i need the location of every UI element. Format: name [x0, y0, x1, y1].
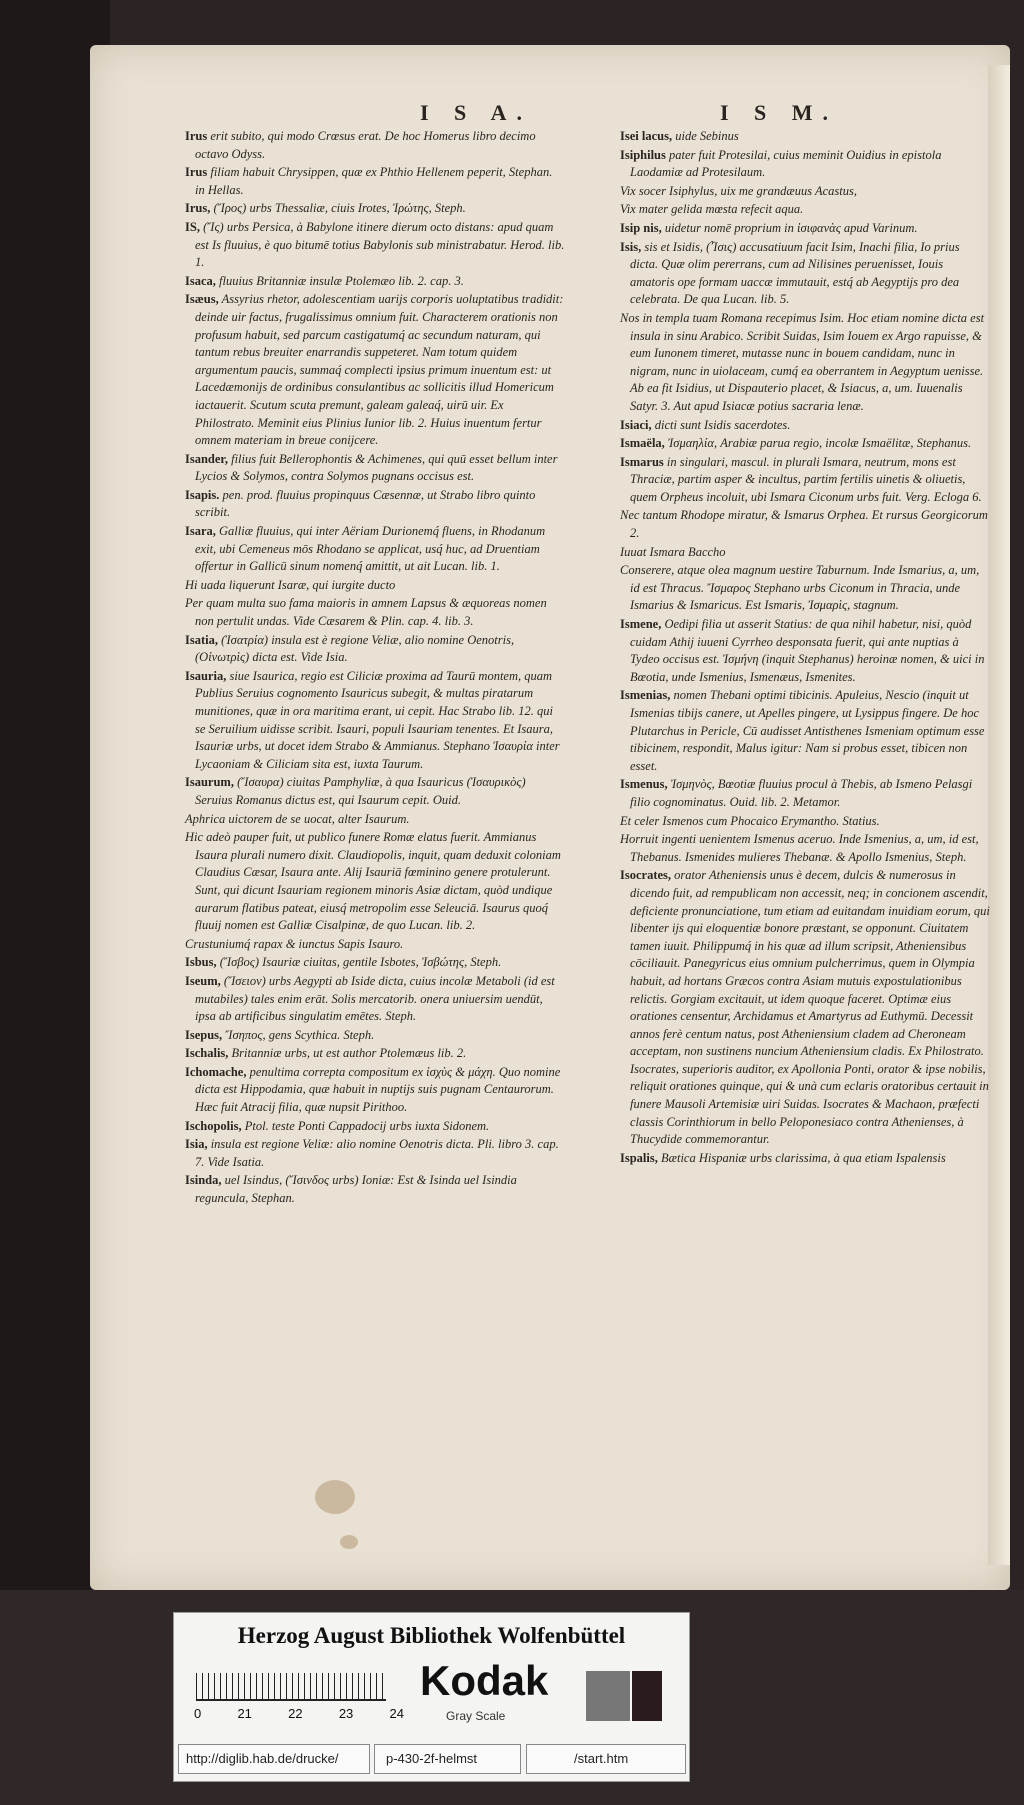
- dictionary-entry: [185, 1064, 565, 1117]
- entry-headword: Isis,: [620, 239, 642, 254]
- entry-headword: Iseum,: [185, 973, 221, 988]
- entry-text: (Ἰσατρία) insula est è regione Veliæ, alio nomine Oenotris, (Οἰνωτρὶς) dicta est. Vide Isia.: [195, 632, 515, 665]
- entry-headword: Ischopolis,: [185, 1118, 242, 1133]
- dictionary-entry: [620, 239, 990, 309]
- ruler-labels: [194, 1706, 404, 1721]
- entry-text: Oedipi filia ut asserit Statius: de qua nihil habetur, nisi, quòd cuidam Athij iuueni Cyrrheo desponsata fuerit, qui ante nuptias à Tydeo occisus est. Ἰσμήνη (inquit Stephanus) heroinæ nomen, & uici in Bœotia, unde Ismenius, Ismenæus, Ismenites.: [630, 617, 985, 684]
- entry-text: in singulari, mascul. in plurali Ismara, neutrum, mons est Thraciæ, partim asper & incultus, partim fertilis uinetis & oliuetis, quem Orpheus incoluit, ubi Ismara Ciconum urbs fuit. Verg. Ecloga 6.: [630, 454, 982, 504]
- ruler-label: 23: [338, 1706, 354, 1721]
- entry-headword: Ischalis,: [185, 1046, 229, 1061]
- entry-text: (Ἴσειον) urbs Aegypti ab Iside dicta, cuius incolæ Metaboli (id est mutabiles) tales enim erāt. Solis mercatorib. onera uniuersim uendūt, ipsa ab artificibus singulatim emētes. Steph.: [195, 973, 555, 1024]
- entry-headword: Isbus,: [185, 955, 217, 970]
- entry-text: dicti sunt Isidis sacerdotes.: [654, 417, 791, 432]
- dictionary-entry: [620, 201, 990, 219]
- dictionary-entry: [185, 1118, 565, 1136]
- entry-headword: Isauria,: [185, 668, 227, 683]
- entry-headword: Isei lacus,: [620, 129, 673, 143]
- entry-headword: IS,: [185, 219, 200, 234]
- dictionary-entry: [620, 544, 990, 562]
- entry-headword: Isara,: [185, 524, 216, 539]
- ruler-label: 0: [194, 1706, 202, 1721]
- ruler-label: 24: [389, 1706, 404, 1721]
- gray-swatch: [586, 1671, 630, 1721]
- measurement-ruler: [196, 1673, 386, 1701]
- entry-text: filiam habuit Chrysippen, quæ ex Phthio Hellenem peperit, Stephan. in Hellas.: [195, 165, 553, 197]
- dictionary-entry: [620, 1150, 990, 1168]
- dictionary-entry: [185, 774, 565, 809]
- dictionary-entry: [620, 310, 990, 416]
- entry-text: Ptol. teste Ponti Cappadocij urbs iuxta Sidonem.: [244, 1118, 490, 1133]
- entry-text: orator Atheniensis unus è decem, dulcis & numerosus in dicendo fuit, ad rempublicam non accessit, neq; in concionem ascendit, deficiente pronunciatione, tum etiam ad euitandam inuidiam eorum, qui libenter ijs qui eloquentiæ bonore præstant, se opponunt. Ciuitatem tamen iuuit. Philippumq́ in his quæ ad illum scripsit, Atheniensibus cōciliauit. Panegyricus eius omnium pulcherrimus, quem in Olympia habuit, ad hortans Græcos contra Asiam mutuis expostulationibus relictis. Gorgiam excitauit, ut idem quoque faceret. Optimæ eius orationes censentur, Archidamus et Amartyrus ad Euthymū. Decessit annos ferè centum natus, post Atheniensium cladem ad Cheroneam acceptam, non sustinens nuncium Atheniensium cladis. Ex Philostrato. Isocrates, superioris auditor, ex Apollonia Ponti, orator & ipse nobilis, reliquit orationes quinque, qui & unà cum eclaris oratoribus certauit in funere Mausoli Artemisiæ uiri Suidas. Isocrates & Machaon, præfecti classis Corinthiorum in bello Peloponesiaco contra Athenienses, à Thucydide commemorantur.: [630, 868, 990, 1147]
- kodak-logo: Kodak: [420, 1657, 549, 1704]
- dictionary-entry: [185, 577, 565, 595]
- entry-text: penultima correpta compositum ex ἰσχὺς & μάχη. Quo nomine dicta est Hippodamia, quæ habuit in nuptijs suis pugnam Centaurorum. Hæc fuit Atracij filia, quæ nupsit Pirithoo.: [195, 1064, 561, 1115]
- entry-text: sis et Isidis, (Ἶσις) accusatiuum facit Isim, Inachi filia, Io prius dicta. Quæ olim pererrans, cum ad Nilisines peruenisset, Iouis amatoris ope formam uaccæ immutauit, estq́ ab Aegyptijs pro dea celebrata. De qua Lucan. lib. 5.: [630, 239, 960, 307]
- dictionary-entry: [620, 220, 990, 238]
- entry-headword: Isaurum,: [185, 775, 234, 790]
- dictionary-entry: [185, 829, 565, 935]
- entry-text: Aphrica uictorem de se uocat, alter Isaurum.: [185, 811, 410, 826]
- dictionary-entry: [620, 813, 990, 831]
- dictionary-entry: [620, 867, 990, 1149]
- stain-mark: [315, 1480, 355, 1514]
- url-part-1: http://diglib.hab.de/drucke/: [186, 1751, 339, 1766]
- url-part-2: p-430-2f-helmst: [386, 1751, 478, 1766]
- dictionary-entry: [185, 487, 565, 522]
- entry-headword: Isia,: [185, 1137, 208, 1152]
- entry-headword: Ismarus: [620, 454, 664, 469]
- dictionary-entry: [185, 973, 565, 1026]
- dictionary-entry: [620, 776, 990, 811]
- dictionary-entry: [620, 562, 990, 615]
- dictionary-entry: [185, 1027, 565, 1045]
- dictionary-entry: [185, 1136, 565, 1171]
- entry-text: Et celer Ismenos cum Phocaico Erymantho. Statius.: [620, 813, 880, 828]
- entry-text: uidetur nomē proprium in ἰσιφανὰς apud Varinum.: [664, 220, 918, 235]
- entry-text: Galliæ fluuius, qui inter Aëriam Durionemq́ fluens, in Rhodanum exit, ubi Cemeneus mōs Rhodano se applicat, usq́ huc, ad Druentiam offertur in Gallicū sinum nomenq́ amittit, ut ait Lucan. lib. 1.: [195, 524, 546, 574]
- dictionary-entry: [620, 417, 990, 435]
- entry-text: Ἰσμαηλία, Arabiæ parua regio, incolæ Ismaëlitæ, Stephanus.: [667, 436, 972, 451]
- entry-text: nomen Thebani optimi tibicinis. Apuleius, Nescio (inquit ut Ismenias tibijs canere, ut Apelles pingere, ut Lysippus fingere. De hoc Plutarchus in Pericle, Cū audisset Antisthenes Ismeniam optimum esse tibicinem, respondit, Malus igitur: Nam si probus esset, tibicen non esset.: [630, 688, 985, 773]
- entry-headword: Ismene,: [620, 617, 662, 632]
- entry-text: Conserere, atque olea magnum uestire Taburnum. Inde Ismarius, a, um, id est Thracus. Ἴσμαρος Stephano urbs Ciconum in Thracia, unde Ismarius & Ismaricus. Est Ismaris, Ἰσμαρὶς, stagnum.: [620, 563, 980, 613]
- library-name: Herzog August Bibliothek Wolfenbüttel: [237, 1623, 626, 1648]
- entry-text: Crustuniumq́ rapax & iunctus Sapis Isauro.: [185, 936, 404, 951]
- dictionary-entry: [185, 291, 565, 449]
- dictionary-entry: [185, 164, 565, 199]
- dictionary-entry: [620, 128, 990, 146]
- entry-text: pen. prod. fluuius propinquus Cæsennæ, ut Strabo libro quinto scribit.: [195, 487, 536, 520]
- entry-headword: Ismenus,: [620, 777, 668, 792]
- dictionary-entry: [185, 1045, 565, 1063]
- entry-text: Horruit ingenti uenientem Ismenus aceruo. Inde Ismenius, a, um, id est, Thebanus. Ismenides mulieres Thebanæ. & Apollo Ismenius, Steph.: [620, 832, 979, 864]
- entry-text: Assyrius rhetor, adolescentiam uarijs corporis uoluptatibus tradidit: deinde uir factus, frugalissimus omnium fuit. Characterem orationis non profusum habuit, sed parcum castigatumq́ ac secundum naturam, qui tantum rebus breuiter enarrandis suppeteret. Nam totum quidem argumentum paucis, summaq́ complecti ipsius primum inuentum est: ut Lacedæmonijs de ordinibus consulantibus ac sollicitis illud Homericum iactauerit. Scutum scuta premunt, galeam galeaq́, uirū uir. Ex Philostrato. Meminit eius Plinius Iunior lib. 2. Huius inuentum fertur omnem materiam in breue conijcere.: [195, 292, 564, 448]
- entry-headword: Irus: [185, 129, 208, 143]
- entry-text: Iuuat Ismara Baccho: [620, 544, 726, 559]
- entry-headword: Isinda,: [185, 1173, 222, 1188]
- entry-headword: Ismenias,: [620, 688, 671, 703]
- stain-mark: [340, 1535, 358, 1549]
- entry-text: (Ἴρος) urbs Thessaliæ, ciuis Irotes, Ἰρώτης, Steph.: [213, 201, 466, 216]
- entry-text: Hic adeò pauper fuit, ut publico funere Romæ elatus fuerit. Ammianus Isaura plurali numero dixit. Claudiopolis, inquit, quam deduxit coloniam Claudius Cæsar, Isaura ante. Alij Isauriā fœminino genere protulerunt. Sunt, qui dicunt Isauriam regionem minoris Asiæ dictam, quòd undique aurarum flatibus pateat, eiusq́ metropolim esse Seleuciā. Isaurus quoq́ fluuij nomen est Galliæ Cisalpinæ, de quo Lucan. lib. 2.: [185, 830, 561, 933]
- entry-text: fluuius Britanniæ insulæ Ptolemæo lib. 2. cap. 3.: [219, 273, 464, 288]
- page-header-left: I S A.: [420, 100, 532, 125]
- entry-text: Vix socer Isiphylus, uix me grandæuus Acastus,: [620, 183, 858, 198]
- dictionary-entry: [620, 831, 990, 866]
- dictionary-entry: [185, 954, 565, 972]
- entry-text: Ἰσμηνὸς, Bœotiæ fluuius procul à Thebis, ab Ismeno Pelasgi filio cognominatus. Ouid. lib. 2. Metamor.: [630, 777, 973, 809]
- entry-headword: Irus: [185, 165, 208, 180]
- dictionary-entry: [185, 668, 565, 774]
- dictionary-entry: [185, 451, 565, 486]
- dictionary-entry: [185, 1172, 565, 1207]
- ruler-label: 22: [288, 1706, 303, 1721]
- entry-text: (Ἴς) urbs Persica, à Babylone itinere dierum octo distans: apud quam est Is fluuius, è quo bitumē totius Babylonis sub ministrabatur. Herod. lib. 1.: [195, 219, 565, 270]
- entry-headword: Ismaëla,: [620, 436, 665, 451]
- entry-text: erit subito, qui modo Crœsus erat. De hoc Homerus libro decimo octavo Odyss.: [195, 129, 536, 161]
- dictionary-entry: [185, 523, 565, 576]
- entry-headword: Isip nis,: [620, 220, 662, 235]
- dictionary-entry: [185, 200, 565, 218]
- entry-headword: Isiphilus: [620, 147, 666, 162]
- entry-text: Britanniæ urbs, ut est author Ptolemæus lib. 2.: [231, 1046, 467, 1061]
- dictionary-entry: [620, 147, 990, 182]
- entry-headword: Isæus,: [185, 292, 219, 307]
- entry-headword: Isaca,: [185, 273, 216, 288]
- right-column: [620, 128, 990, 1168]
- entry-text: Ἴσηπος, gens Scythica. Steph.: [225, 1027, 375, 1042]
- entry-text: uel Isindus, (Ἴσινδος urbs) Ioniæ: Est & Isinda uel Isindia reguncula, Stephan.: [195, 1173, 517, 1206]
- entry-headword: Isocrates,: [620, 868, 672, 883]
- dictionary-entry: [185, 936, 565, 954]
- entry-text: (Ἴσαυρα) ciuitas Pamphyliæ, à qua Isauricus (Ἰσαυρικὸς) Seruius Romanus dictus est, qui Isaurum cepit. Ouid.: [195, 775, 526, 807]
- dictionary-entry: [185, 632, 565, 667]
- entry-text: Per quam multa suo fama maioris in amnem Lapsus & æquoreas nomen non pertulit undas. Vide Cæsarem & Plin. cap. 4. lib. 3.: [185, 596, 547, 629]
- dictionary-entry: [185, 219, 565, 272]
- dictionary-entry: [620, 687, 990, 775]
- dictionary-entry: [620, 454, 990, 507]
- dictionary-entry: [620, 616, 990, 686]
- ruler-label: 21: [237, 1706, 252, 1721]
- entry-text: insula est regione Veliæ: alio nomine Oenotris dicta. Pli. libro 3. cap. 7. Vide Isatia.: [195, 1137, 559, 1169]
- dictionary-entry: [620, 435, 990, 453]
- url-part-3: /start.htm: [574, 1751, 629, 1766]
- entry-headword: Isander,: [185, 451, 228, 466]
- page-edge: [988, 65, 1010, 1565]
- entry-text: Bætica Hispaniæ urbs clarissima, à qua etiam Ispalensis: [661, 1150, 946, 1165]
- entry-headword: Ichomache,: [185, 1064, 247, 1079]
- entry-headword: Isiaci,: [620, 417, 652, 432]
- entry-text: (Ἴσβος) Isauriæ ciuitas, gentile Isbotes, Ἰσβώτης, Steph.: [219, 955, 502, 970]
- entry-headword: Isapis.: [185, 487, 220, 502]
- color-reference-card: [173, 1612, 690, 1782]
- entry-headword: Isatia,: [185, 632, 218, 647]
- entry-headword: Isepus,: [185, 1027, 223, 1042]
- entry-text: Hi uada liquerunt Isaræ, qui iurgite ducto: [185, 577, 396, 592]
- entry-headword: Irus,: [185, 201, 211, 216]
- entry-text: uide Sebinus: [675, 129, 739, 143]
- page-header-right: I S M.: [720, 100, 839, 125]
- entry-text: Nos in templa tuam Romana recepimus Isim. Hoc etiam nomine dicta est insula in sinu Arabico. Scribit Suidas, Isim Iouem ex Argo rapuisse, & eum Iunonem timeret, mutasse nunc in bouem candidam, nunc in nigram, nunc in uiolaceam, cumq́ ea oberrantem in Aegyptum uenisse. Ab ea fit Isidius, ut Dispauterio placet, & Isiacus, a, um. Iuuenalis Satyr. 3. Aut apud Isiacæ potius sacraria lenæ.: [620, 310, 985, 413]
- entry-text: filius fuit Bellerophontis & Achimenes, qui quū esset bellum inter Lycios & Solymos, contra Solymos pugnans occisus est.: [195, 451, 558, 484]
- entry-text: Nec tantum Rhodope miratur, & Ismarus Orphea. Et rursus Georgicorum 2.: [620, 508, 988, 541]
- dictionary-entry: [185, 595, 565, 630]
- entry-text: pater fuit Protesilai, cuius meminit Ouidius in epistola Laodamiæ ad Protesilaum.: [630, 147, 942, 180]
- dictionary-entry: [620, 507, 990, 542]
- dictionary-entry: [185, 128, 565, 163]
- dictionary-entry: [185, 811, 565, 829]
- gray-scale-label: Gray Scale: [446, 1709, 506, 1723]
- entry-text: Vix mater gelida mœsta refecit aqua.: [620, 202, 804, 217]
- dark-swatch: [632, 1671, 662, 1721]
- entry-headword: Ispalis,: [620, 1150, 658, 1165]
- left-column: [185, 128, 565, 1209]
- entry-text: siue Isaurica, regio est Ciliciæ proxima ad Taurū montem, quam Publius Seruius cognomento Isauricus subegit, & multas piratarum munitiones, quæ in ora maritima erant, ui cepit. Hac Strabo lib. 12. qui se Seruilium uidisse scribit. Isauri, populi Isauriam tenentes. Et Isaura, Isauriæ urbs, ut docet idem Strabo & Ammianus. Stephano Ἰσαυρία inter Lycaoniam & Ciliciam sita est, iuxta Taurum.: [195, 668, 560, 771]
- dictionary-entry: [185, 273, 565, 291]
- dictionary-entry: [620, 183, 990, 201]
